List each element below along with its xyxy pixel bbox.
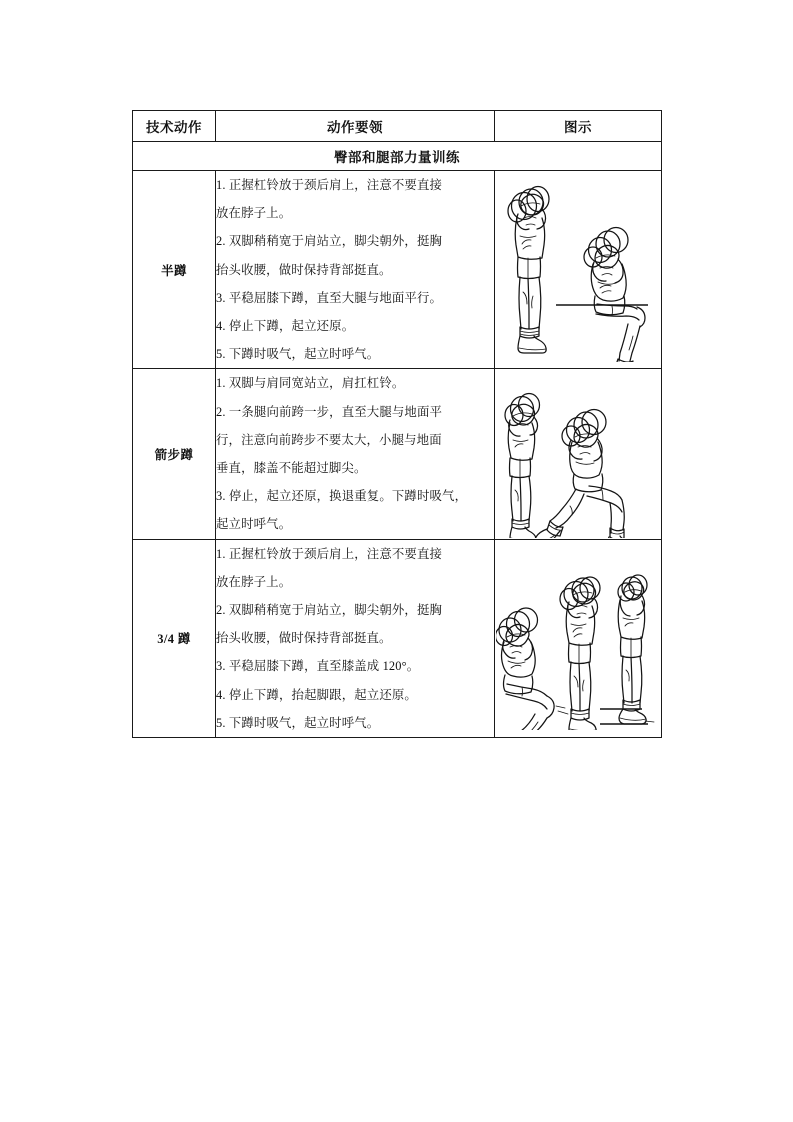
header-cell-figure: 图示 [495,111,662,142]
points-cell-half-squat [216,171,495,369]
point-line: 5. 下蹲时吸气，起立时呼气。 [216,715,380,730]
section-title: 臀部和腿部力量训练 [133,142,662,171]
point-line: 垂直，膝盖不能超过脚尖。 [216,461,367,476]
point-line: 3. 停止，起立还原，换退重复。下蹲时吸气， [216,489,468,504]
point-line: 放在脖子上。 [216,574,292,589]
technique-table [132,110,662,738]
table-row [133,369,662,539]
header-cell-action: 技术动作 [133,111,216,142]
point-line: 放在脖子上。 [216,206,292,221]
point-line: 抬头收腰，做时保持背部挺直。 [216,631,392,646]
point-line: 1. 正握杠铃放于颈后肩上，注意不要直接 [216,178,443,192]
figure-cell-half-squat [495,171,662,369]
point-line: 2. 双脚稍稍宽于肩站立，脚尖朝外，挺胸 [216,603,443,618]
figure-cell-three-quarter-squat [495,539,662,737]
point-line: 3. 平稳屈膝下蹲，直至膝盖成 120°。 [216,659,420,674]
action-name-half-squat: 半蹲 [133,171,216,369]
points-cell-three-quarter-squat [216,539,495,737]
point-line: 抬头收腰，做时保持背部挺直。 [216,262,392,277]
points-cell-lunge [216,369,495,539]
three-quarter-squat-illustration-icon [496,546,661,730]
point-line: 起立时呼气。 [216,517,292,532]
figure-cell-lunge [495,369,662,539]
table-row [133,171,662,369]
table-section-row [133,142,662,171]
action-name-three-quarter-squat: 3/4 蹲 [133,539,216,737]
point-line: 4. 停止下蹲，抬起脚跟，起立还原。 [216,687,417,702]
point-line: 2. 双脚稍稍宽于肩站立，脚尖朝外，挺胸 [216,234,443,249]
point-line: 5. 下蹲时吸气，起立时呼气。 [216,347,380,362]
half-squat-illustration-icon [496,178,661,362]
point-line: 1. 正握杠铃放于颈后肩上，注意不要直接 [216,546,443,561]
lunge-illustration-icon [496,370,661,538]
action-name-lunge: 箭步蹲 [133,369,216,539]
point-line: 行，注意向前跨步不要太大，小腿与地面 [216,432,442,447]
point-line: 2. 一条腿向前跨一步，直至大腿与地面平 [216,404,443,419]
point-line: 4. 停止下蹲，起立还原。 [216,319,355,334]
point-line: 1. 双脚与肩同宽站立，肩扛杠铃。 [216,376,405,391]
point-line: 3. 平稳屈膝下蹲，直至大腿与地面平行。 [216,290,443,305]
header-cell-points: 动作要领 [216,111,495,142]
table-header-row [133,111,662,142]
table-row [133,539,662,737]
